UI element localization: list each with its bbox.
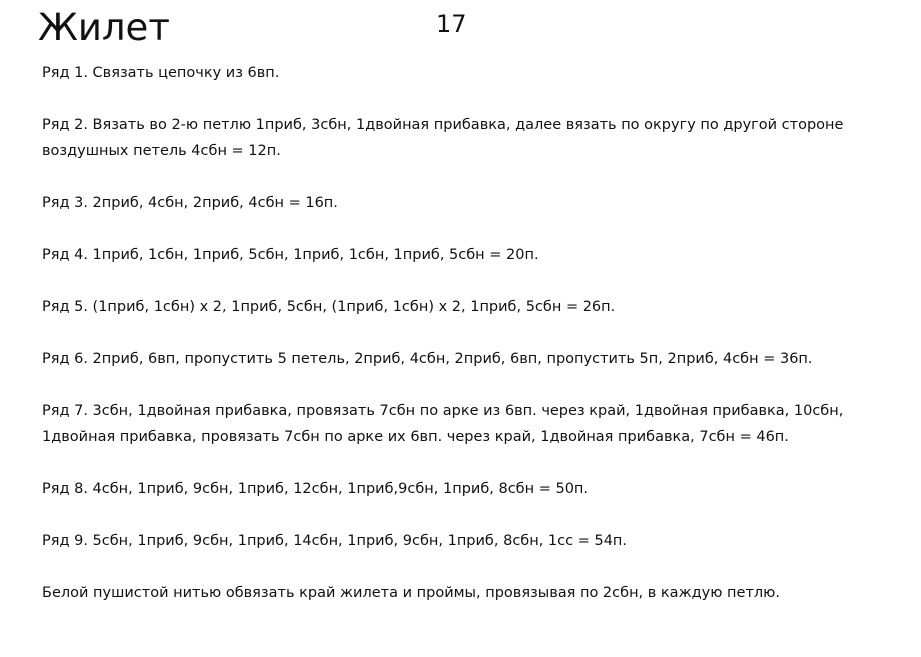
- row-7-instruction: Ряд 7. 3сбн, 1двойная прибавка, провязать 7сбн по арке из 6вп. через край, 1двойная прибавка, 10сбн, 1двойная прибавка, провязать 7сбн по арке их 6вп. через край, 1двойная прибавка, 7сбн = 46п.: [42, 403, 844, 445]
- finishing-instruction: Белой пушистой нитью обвязать край жилета и проймы, провязывая по 2сбн, в каждую петлю.: [42, 585, 780, 601]
- row-1-instruction: Ряд 1. Связать цепочку из 6вп.: [42, 65, 280, 81]
- row-6-instruction: Ряд 6. 2приб, 6вп, пропустить 5 петель, 2приб, 4сбн, 2приб, 6вп, пропустить 5п, 2приб, 4сбн = 36п.: [42, 351, 813, 367]
- page-number: 17: [436, 10, 467, 38]
- row-8-instruction: Ряд 8. 4сбн, 1приб, 9сбн, 1приб, 12сбн, 1приб,9сбн, 1приб, 8сбн = 50п.: [42, 481, 589, 497]
- row-3-instruction: Ряд 3. 2приб, 4сбн, 2приб, 4сбн = 16п.: [42, 195, 338, 211]
- page-title: Жилет: [38, 6, 170, 49]
- row-2-instruction: Ряд 2. Вязать во 2-ю петлю 1приб, 3сбн, 1двойная прибавка, далее вязать по округу по другой стороне воздушных петель 4сбн = 12п.: [42, 117, 844, 159]
- document-body: [42, 60, 902, 606]
- row-4-instruction: Ряд 4. 1приб, 1сбн, 1приб, 5сбн, 1приб, 1сбн, 1приб, 5сбн = 20п.: [42, 247, 539, 263]
- row-9-instruction: Ряд 9. 5сбн, 1приб, 9сбн, 1приб, 14сбн, 1приб, 9сбн, 1приб, 8сбн, 1сс = 54п.: [42, 533, 628, 549]
- row-5-instruction: Ряд 5. (1приб, 1сбн) х 2, 1приб, 5сбн, (1приб, 1сбн) х 2, 1приб, 5сбн = 26п.: [42, 299, 616, 315]
